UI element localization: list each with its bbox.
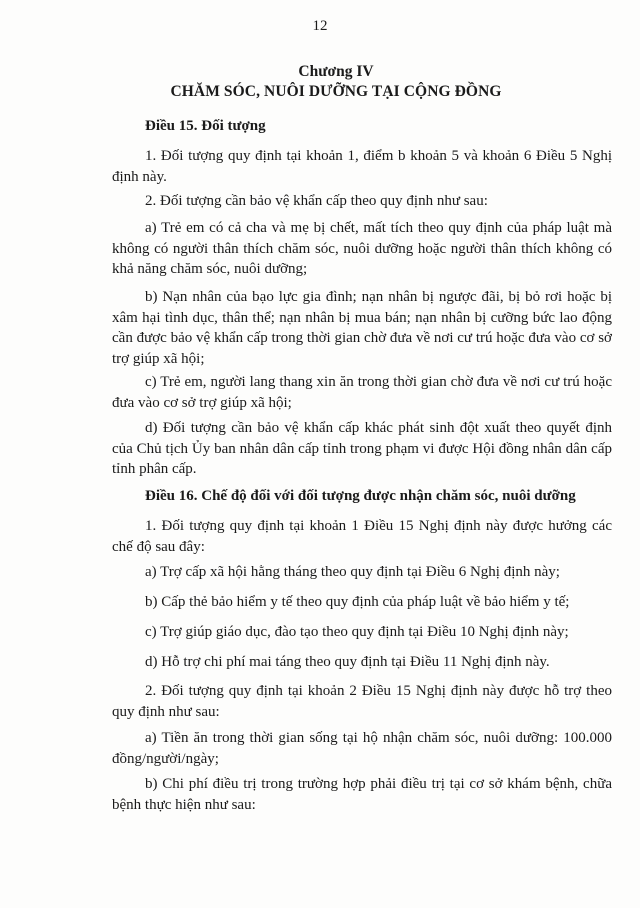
article-15-clause-2: 2. Đối tượng cần bảo vệ khẩn cấp theo quy định như sau: [145,193,488,209]
article-15-clause-1: 1. Đối tượng quy định tại khoản 1, điểm b khoản 5 và khoản 6 Điều 5 Nghị định này. [112,148,612,185]
article-16-point-1a: a) Trợ cấp xã hội hằng tháng theo quy định tại Điều 6 Nghị định này; [145,564,560,580]
article-15-point-b: b) Nạn nhân của bạo lực gia đình; nạn nhân bị ngược đãi, bị bỏ rơi hoặc bị xâm hại tình dục, thân thể; nạn nhân bị mua bán; nạn nhân bị cưỡng bức lao động cần được bảo vệ khẩn cấp trong thời gian chờ đưa về nơi cư trú hoặc đưa vào cơ sở trợ giúp xã hội; [112,289,612,367]
chapter-header [60,62,612,102]
article-16-clause-1: 1. Đối tượng quy định tại khoản 1 Điều 15 Nghị định này được hưởng các chế độ sau đây: [112,518,612,555]
article-15-point-c: c) Trẻ em, người lang thang xin ăn trong thời gian chờ đưa về nơi cư trú hoặc đưa vào cơ sở trợ giúp xã hội; [112,374,612,411]
article-16-point-2a: a) Tiền ăn trong thời gian sống tại hộ nhận chăm sóc, nuôi dưỡng: 100.000 đồng/người/ngày; [112,730,612,767]
article-16-point-1d: d) Hỗ trợ chi phí mai táng theo quy định tại Điều 11 Nghị định này. [145,654,550,670]
chapter-label: Chương IV [298,63,374,80]
article-16-point-1c: c) Trợ giúp giáo dục, đào tạo theo quy định tại Điều 10 Nghị định này; [145,624,569,640]
article-15-point-d: d) Đối tượng cần bảo vệ khẩn cấp khác phát sinh đột xuất theo quyết định của Chủ tịch Ủy ban nhân dân cấp tỉnh trong phạm vi được Hội đồng nhân dân cấp tỉnh phân cấp. [112,420,612,477]
article-16-clause-2: 2. Đối tượng quy định tại khoản 2 Điều 15 Nghị định này được hỗ trợ theo quy định như sau: [112,683,612,720]
chapter-title: CHĂM SÓC, NUÔI DƯỠNG TẠI CỘNG ĐỒNG [170,83,502,100]
article-16-point-1b: b) Cấp thẻ bảo hiểm y tế theo quy định của pháp luật về bảo hiểm y tế; [145,594,570,610]
article-16-heading: Điều 16. Chế độ đối với đối tượng được nhận chăm sóc, nuôi dưỡng [145,488,576,504]
page-number: 12 [312,18,328,34]
article-16-point-2b: b) Chi phí điều trị trong trường hợp phải điều trị tại cơ sở khám bệnh, chữa bệnh thực hiện như sau: [112,776,612,813]
article-15-point-a: a) Trẻ em có cả cha và mẹ bị chết, mất tích theo quy định của pháp luật mà không có người thân thích chăm sóc, nuôi dưỡng hoặc người thân thích không có khả năng chăm sóc, nuôi dưỡng; [112,220,612,277]
article-15-heading: Điều 15. Đối tượng [145,118,266,134]
